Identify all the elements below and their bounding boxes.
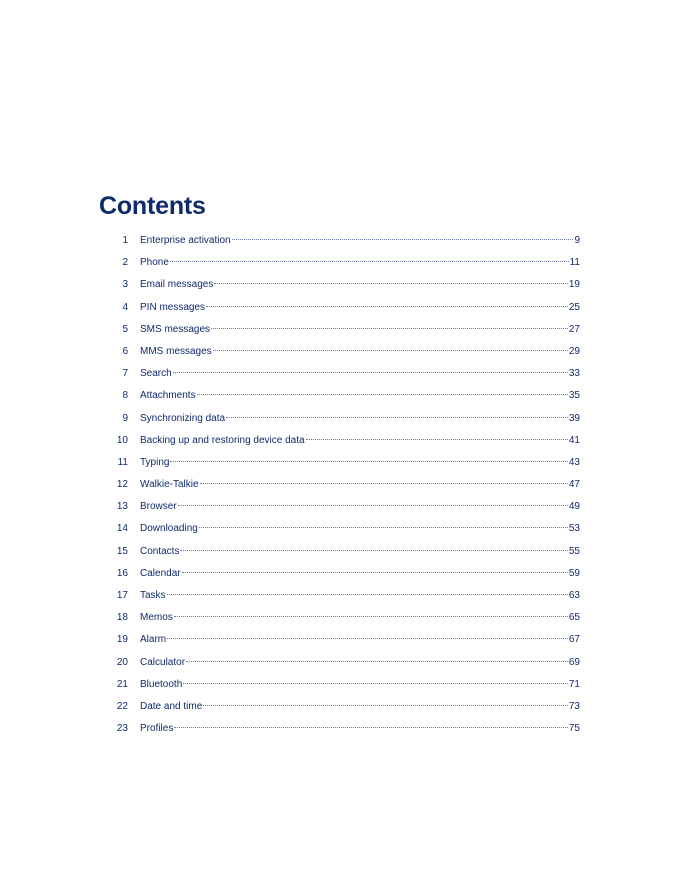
toc-entry-link[interactable] <box>140 388 580 404</box>
toc-page-number: 65 <box>568 612 580 624</box>
toc-chapter-title: Email messages <box>140 279 214 291</box>
toc-dot-leader <box>200 483 568 484</box>
toc-chapter-title: PIN messages <box>140 301 206 313</box>
toc-chapter-title: MMS messages <box>140 345 212 357</box>
toc-chapter-number: 2 <box>122 257 128 269</box>
toc-chapter-number: 22 <box>116 700 128 712</box>
toc-entry-link[interactable] <box>140 566 580 582</box>
toc-page-number: 25 <box>568 301 580 313</box>
toc-dot-leader <box>226 417 568 418</box>
toc-chapter-number: 3 <box>122 279 128 291</box>
toc-chapter-title: Calculator <box>140 656 186 668</box>
toc-page-number: 11 <box>569 257 580 269</box>
toc-page-number: 9 <box>574 235 580 246</box>
toc-chapter-title: Calendar <box>140 567 181 579</box>
toc-entry-link[interactable] <box>140 344 580 360</box>
toc-dot-leader <box>170 261 569 262</box>
toc-entry <box>0 629 680 651</box>
toc-page-number: 43 <box>568 456 580 468</box>
toc-entry <box>0 252 680 274</box>
toc-chapter-title: Phone <box>140 257 169 269</box>
toc-chapter-title: Typing <box>140 456 170 468</box>
toc-entry-link[interactable] <box>140 477 580 493</box>
toc-chapter-title: SMS messages <box>140 323 211 335</box>
toc-page-number: 33 <box>568 368 580 380</box>
toc-dot-leader <box>178 505 568 506</box>
toc-entry-link[interactable] <box>140 655 580 671</box>
toc-page-number: 67 <box>568 634 580 646</box>
toc-page-number: 49 <box>568 501 580 513</box>
toc-chapter-number: 6 <box>122 345 128 357</box>
toc-chapter-title: Walkie-Talkie <box>140 479 199 491</box>
toc-dot-leader <box>167 594 568 595</box>
toc-entry-link[interactable] <box>140 455 580 471</box>
toc-entry <box>0 274 680 296</box>
toc-chapter-number: 23 <box>116 723 128 735</box>
toc-chapter-number: 7 <box>122 368 128 380</box>
toc-chapter-title: Synchronizing data <box>140 412 226 424</box>
toc-chapter-title: Memos <box>140 612 173 624</box>
toc-page-number: 73 <box>568 700 580 712</box>
toc-entry <box>0 452 680 474</box>
toc-dot-leader <box>174 616 568 617</box>
toc-chapter-title: Attachments <box>140 390 196 402</box>
toc-page-number: 55 <box>568 545 580 557</box>
toc-entry-link[interactable] <box>140 588 580 604</box>
toc-chapter-title: Date and time <box>140 700 203 712</box>
toc-dot-leader <box>214 283 568 284</box>
toc-entry <box>0 408 680 430</box>
toc-entry <box>0 319 680 341</box>
toc-chapter-number: 11 <box>117 456 128 468</box>
toc-chapter-number: 9 <box>122 412 128 424</box>
toc-dot-leader <box>182 572 568 573</box>
toc-entry <box>0 385 680 407</box>
toc-chapter-number: 17 <box>116 590 128 601</box>
toc-page-number: 63 <box>568 590 580 601</box>
toc-chapter-number: 10 <box>116 434 128 446</box>
toc-chapter-title: Downloading <box>140 523 198 535</box>
toc-dot-leader <box>199 527 568 528</box>
toc-entry-link[interactable] <box>140 433 580 449</box>
toc-chapter-title: Bluetooth <box>140 678 183 690</box>
table-of-contents <box>0 230 680 740</box>
toc-chapter-number: 13 <box>116 501 128 513</box>
toc-page-number: 41 <box>568 434 580 446</box>
toc-entry <box>0 230 680 252</box>
toc-dot-leader <box>174 727 568 728</box>
toc-entry-link[interactable] <box>140 277 580 293</box>
toc-chapter-number: 14 <box>116 523 128 535</box>
toc-dot-leader <box>197 394 568 395</box>
toc-chapter-title: Backing up and restoring device data <box>140 434 305 446</box>
toc-chapter-number: 19 <box>116 634 128 646</box>
toc-chapter-number: 12 <box>116 479 128 491</box>
toc-entry-link[interactable] <box>140 721 580 737</box>
toc-entry <box>0 341 680 363</box>
toc-dot-leader <box>211 328 568 329</box>
toc-entry-link[interactable] <box>140 677 580 693</box>
toc-chapter-number: 16 <box>116 567 128 579</box>
toc-entry <box>0 585 680 607</box>
toc-page-number: 59 <box>568 567 580 579</box>
toc-dot-leader <box>306 439 568 440</box>
toc-entry <box>0 363 680 385</box>
toc-page-number: 35 <box>568 390 580 402</box>
toc-dot-leader <box>203 705 568 706</box>
toc-chapter-title: Enterprise activation <box>140 235 231 246</box>
toc-entry <box>0 430 680 452</box>
toc-chapter-number: 20 <box>116 656 128 668</box>
toc-entry <box>0 297 680 319</box>
toc-entry-link[interactable] <box>140 699 580 715</box>
toc-dot-leader <box>206 306 568 307</box>
toc-chapter-number: 21 <box>116 678 128 690</box>
toc-entry <box>0 496 680 518</box>
toc-entry-link[interactable] <box>140 255 580 271</box>
toc-dot-leader <box>180 550 567 551</box>
toc-entry <box>0 674 680 696</box>
toc-entry-link[interactable] <box>140 233 580 249</box>
toc-entry-link[interactable] <box>140 322 580 338</box>
toc-entry-link[interactable] <box>140 300 580 316</box>
toc-chapter-number: 8 <box>122 390 128 402</box>
toc-dot-leader <box>173 372 568 373</box>
toc-dot-leader <box>186 661 568 662</box>
toc-entry-link[interactable] <box>140 610 580 626</box>
toc-dot-leader <box>170 461 567 462</box>
toc-dot-leader <box>213 350 568 351</box>
toc-entry-link[interactable] <box>140 411 580 427</box>
toc-dot-leader <box>167 638 568 639</box>
toc-entry-link[interactable] <box>140 366 580 382</box>
toc-chapter-number: 1 <box>122 235 128 246</box>
toc-entry-link[interactable] <box>140 632 580 648</box>
toc-chapter-title: Profiles <box>140 723 174 735</box>
toc-chapter-number: 4 <box>122 301 128 313</box>
toc-chapter-number: 5 <box>122 323 128 335</box>
toc-entry <box>0 718 680 740</box>
toc-page-number: 53 <box>568 523 580 535</box>
toc-page-number: 71 <box>568 678 580 690</box>
toc-entry-link[interactable] <box>140 544 580 560</box>
toc-chapter-title: Browser <box>140 501 177 513</box>
toc-entry-link[interactable] <box>140 499 580 515</box>
toc-entry <box>0 563 680 585</box>
toc-chapter-number: 15 <box>116 545 128 557</box>
toc-page-number: 75 <box>568 723 580 735</box>
toc-page-number: 29 <box>568 345 580 357</box>
toc-chapter-title: Contacts <box>140 545 180 557</box>
toc-entry-link[interactable] <box>140 521 580 537</box>
toc-entry <box>0 518 680 540</box>
toc-dot-leader <box>183 683 568 684</box>
toc-entry <box>0 607 680 629</box>
toc-chapter-number: 18 <box>116 612 128 624</box>
toc-entry <box>0 474 680 496</box>
page-title: Contents <box>99 192 206 220</box>
toc-entry <box>0 652 680 674</box>
toc-dot-leader <box>232 239 574 240</box>
toc-chapter-title: Alarm <box>140 634 167 646</box>
toc-page-number: 39 <box>568 412 580 424</box>
toc-chapter-title: Search <box>140 368 172 380</box>
toc-page-number: 27 <box>568 323 580 335</box>
toc-chapter-title: Tasks <box>140 590 166 601</box>
toc-page-number: 19 <box>568 279 580 291</box>
toc-entry <box>0 696 680 718</box>
toc-page-number: 69 <box>568 656 580 668</box>
toc-page-number: 47 <box>568 479 580 491</box>
toc-entry <box>0 541 680 563</box>
